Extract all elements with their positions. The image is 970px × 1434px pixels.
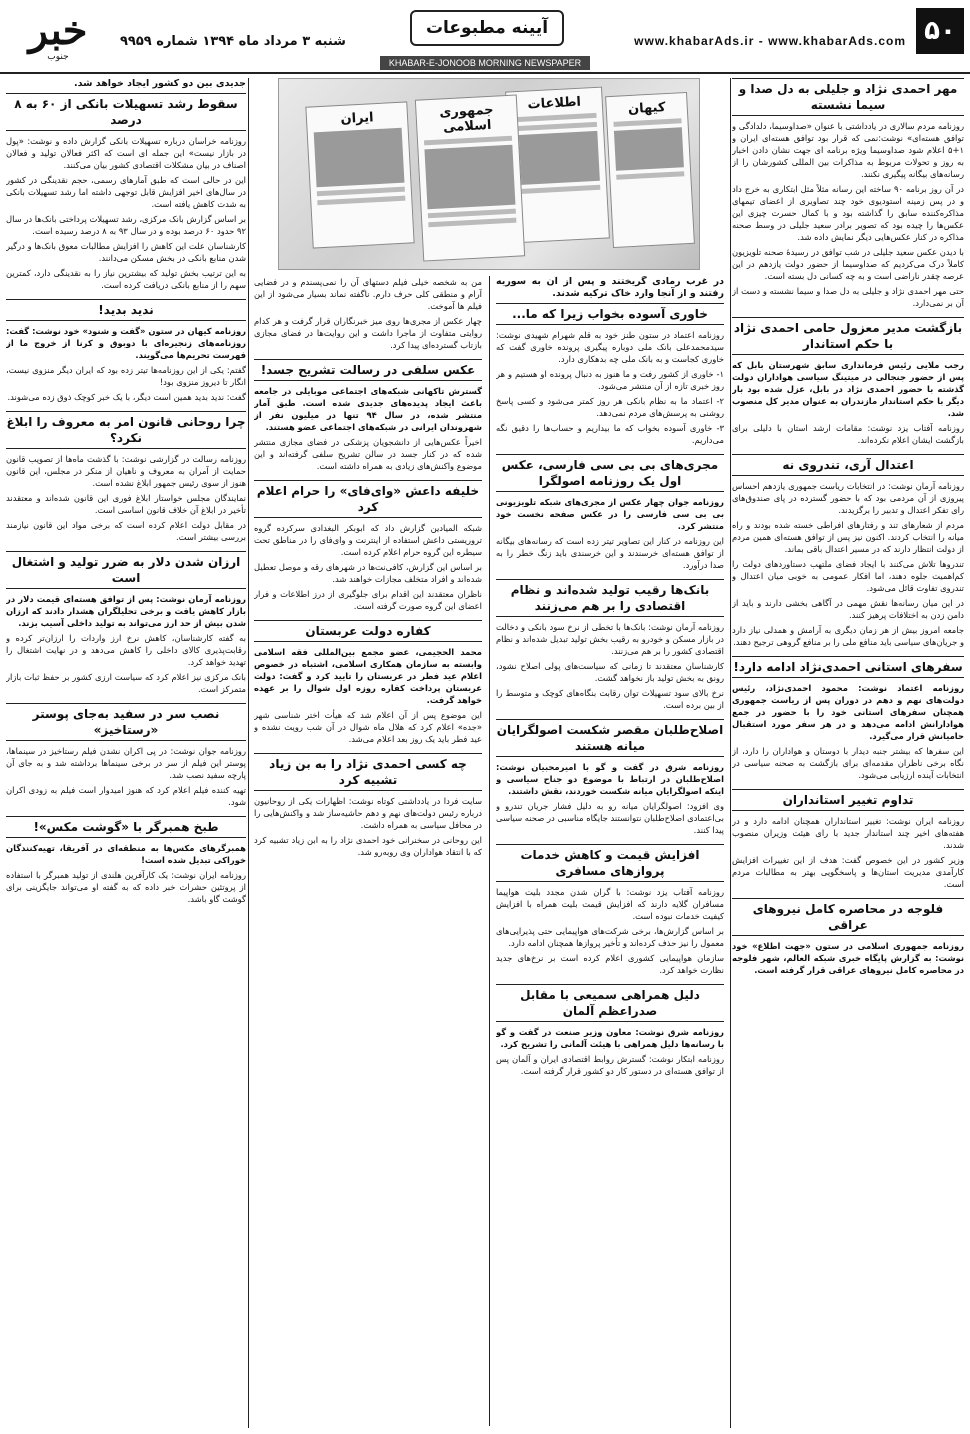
article-paragraph: در مقابل دولت اعلام کرده است که برخی مواد این قانون نیازمند بررسی بیشتر است.	[6, 520, 246, 542]
right-column	[732, 78, 964, 1428]
middle-columns	[254, 276, 724, 1426]
photo-frame	[278, 78, 700, 270]
paper-title: اطلاعات	[527, 94, 582, 113]
date-line: شنبه ۳ مرداد ماه ۱۳۹۴ شماره ۹۹۵۹	[120, 34, 346, 49]
article-paragraph: این موضوع پس از آن اعلام شد که هیأت اختر شناسی شهر «جده» اعلام کرد که هلال ماه شوال در آن شب رویت نشده و عید فطر باید یک روز بعد اعلام می‌شد.	[254, 710, 482, 744]
article	[496, 579, 724, 711]
article-headline: مهر احمدی نژاد و جلیلی به دل صدا و سیما نشسته	[732, 78, 964, 116]
article-headline: اعتدال آری، تندروی نه	[732, 454, 964, 476]
article-paragraph: با دیدن عکس سعید جلیلی در شب توافق در رسیدهٔ صحنه تلویزیون کاملاً درک می‌کردیم که صداوسیما از حضور دولت یازدهم در این عرصه چقدر ناراضی است و به چه کسانی دل بسته است.	[732, 247, 964, 281]
article	[496, 719, 724, 836]
article-headline: مجری‌های بی بی سی فارسی، عکس اول یک روزنامه اصولگرا	[496, 454, 724, 492]
article-paragraph: حتی مهر احمدی نژاد و جلیلی به دل صدا و سیما نشسته و دست از آن بر نمی‌دارد.	[732, 286, 964, 308]
article-paragraph: چهار عکس از مجری‌ها روی میز خبرنگاران قرار گرفت و هر کدام روایتی متفاوت از ماجرا داشت و این روایت‌ها در فضای مجازی بازتاب گسترده‌ای پیدا کرد.	[254, 316, 482, 350]
article-paragraph: نمایندگان مجلس خواستار ابلاغ فوری این قانون شده‌اند و معتقدند تأخیر در ابلاغ آن خلاف قانون اساسی است.	[6, 493, 246, 515]
article-paragraph: گفتم: یکی از این روزنامه‌ها تیتر زده بود که ایران دیگر منزوی نیست، انگار تا دیروز منزوی بود!	[6, 365, 246, 387]
article-paragraph: بر اساس گزارش بانک مرکزی، رشد تسهیلات پرداختی بانک‌ها در سال ۹۲ حدود ۶۰ درصد بوده و در سال ۹۳ به ۸ درصد رسیده است.	[6, 214, 246, 236]
article-paragraph: روزنامه آرمان نوشت: در انتخابات ریاست جمهوری یازدهم احساس پیروزی از آن مردمی بود که با حضور گسترده در پای صندوق‌های رای تفکر اعتدال و تدبیر را برگزیدند.	[732, 481, 964, 515]
paper-3	[605, 92, 695, 248]
article	[254, 480, 482, 612]
article-headline: اصلاح‌طلبان مقصر شکست اصولگرایان میانه هستند	[496, 719, 724, 757]
article-paragraph: به گفته کارشناسان، کاهش نرخ ارز واردات را ارزان‌تر کرده و رقابت‌پذیری کالای داخلی را کاهش می‌دهد و در نهایت اشتغال را تهدید خواهد کرد.	[6, 633, 246, 667]
left-column	[6, 78, 246, 1428]
article	[496, 984, 724, 1077]
article-paragraph: روزنامه اعتماد در ستون طنز خود به قلم شهرام شهیدی نوشت: سیدمحمدعلی بانک ملی دوباره پیگیری پرونده خاوری گفت که خاوری کجاست و به بانک ملی چه بدهکاری دارد.	[496, 330, 724, 364]
middle-left-column	[254, 276, 482, 1426]
article-headline: بازگشت مدیر معزول حامی احمدی نژاد با حکم استاندار	[732, 317, 964, 355]
article-paragraph: ناظران معتقدند این اقدام برای جلوگیری از درز اطلاعات و فرار اعضای این گروه صورت گرفته است.	[254, 589, 482, 611]
article-paragraph: ۳- خاوری آسوده بخواب که ما بیداریم و حساب‌ها را دقیق نگه می‌داریم.	[496, 423, 724, 445]
page-number: ۵۰	[916, 8, 964, 54]
article-paragraph: روزنامه مردم سالاری در یادداشتی با عنوان «صداوسیما، دلدادگی و توافق هسته‌ای» نوشت:نمی که قرار بود توافق هسته‌ای ایران و ۱+۵ اعلام شود صداوسیما ویژه برنامه ای جهت نشان دادن اخبار به روز و تحولات مربوط به مذاکرات بین المللی کشورشان را از رسانه‌های بیگانه پیگیری نکنند.	[732, 121, 964, 179]
article-paragraph: بر اساس این گزارش، کافی‌نت‌ها در شهرهای رقه و موصل تعطیل شده‌اند و افراد متخلف مجازات خواهند شد.	[254, 562, 482, 584]
article-paragraph: مردم از شعارهای تند و رفتارهای افراطی خسته شده بودند و راه میانه را انتخاب کردند. اکنون نیز پس از توافق هسته‌ای همین مردم از دولت انتظار دارند که در مسیر اعتدال باقی بماند.	[732, 520, 964, 554]
newspaper-logo-sub: جنوب	[47, 52, 69, 62]
article-lead: همبرگرهای مکس‌ها به منطقه‌ای در آفریقا، تهیه‌کنندگان خوراکی تبدیل شده است!	[6, 843, 246, 865]
article	[254, 753, 482, 858]
article-paragraph: روزنامه آفتاب یزد نوشت: با گران شدن مجدد بلیت هواپیما مسافران گلایه دارند که افزایش قیمت بلیت همراه با افزایش کیفیت خدمات نبوده است.	[496, 887, 724, 921]
article-paragraph: روزنامه ایران نوشت: تغییر استانداران همچنان ادامه دارد و در هفته‌های اخیر چند استاندار جدید با رای هیئت وزیران منصوب شدند.	[732, 816, 964, 850]
article	[254, 620, 482, 745]
article-paragraph: تهیه کننده فیلم اعلام کرد که هنوز امیدوار است فیلم به زودی اکران شود.	[6, 785, 246, 807]
article	[496, 454, 724, 571]
article-headline: تداوم تغییر استانداران	[732, 789, 964, 811]
article-paragraph: سازمان هواپیمایی کشوری اعلام کرده است بر نرخ‌های جدید نظارت خواهد کرد.	[496, 953, 724, 975]
article-headline: افزایش قیمت و کاهش خدمات پروازهای مسافری	[496, 844, 724, 882]
article-paragraph: این در حالی است که طبق آمارهای رسمی، حجم نقدینگی در کشور در سال‌های اخیر افزایش قابل توجهی داشته اما رشد تسهیلات بانکی به شدت کاهش یافته است.	[6, 175, 246, 209]
article-headline: طبخ همبرگر با «گوشت مکس»!	[6, 816, 246, 838]
article-paragraph: تندروها تلاش می‌کنند با ایجاد فضای ملتهب دستاوردهای دولت را کم‌اهمیت جلوه دهند، اما افکار عمومی به خوبی میان اعتدال و تندروی تفاوت قائل می‌شود.	[732, 559, 964, 593]
newspapers-photo	[254, 78, 724, 270]
article-lead: محمد الحجیمی، عضو مجمع بین‌المللی فقه اسلامی وابسته به سازمان همکاری اسلامی، اشتباه در خصوص اعلام عید فطر در عربستان را تایید کرد و گفت: دولت عربستان پرداخت کفاره روزه اول شوال را بر عهده خواهد گرفت.	[254, 647, 482, 705]
article-paragraph: جامعه امروز بیش از هر زمان دیگری به آرامش و همدلی نیاز دارد و جریان‌های سیاسی باید منافع ملی را بر منافع گروهی ترجیح دهند.	[732, 625, 964, 647]
article-headline: کفاره دولت عربستان	[254, 620, 482, 642]
article-paragraph: وی افزود: اصولگرایان میانه رو به دلیل فشار جریان تندرو و بی‌اعتمادی اصلاح‌طلبان نتوانستند جایگاه مناسبی در صحنه سیاسی پیدا کنند.	[496, 801, 724, 835]
article-paragraph: ۱- خاوری از کشور رفت و ما هنوز به دنبال پرونده او هستیم و هر روز خبری تازه از آن منتشر می‌شود.	[496, 369, 724, 391]
article-headline: چه کسی احمدی نژاد را به بن زیاد تشبیه کرد	[254, 753, 482, 791]
article-paragraph: این روحانی در سخنرانی خود احمدی نژاد را به ابن زیاد تشبیه کرد که با انتقاد هواداران وی روبه‌رو شد.	[254, 835, 482, 857]
newspaper-logo: خبر	[28, 7, 88, 54]
article-headline: خلیفه داعش «وای‌فای» را حرام اعلام کرد	[254, 480, 482, 518]
section-title: آیینه مطبوعات	[410, 10, 564, 46]
article-paragraph: بانک مرکزی نیز اعلام کرد که سیاست ارزی کشور بر حفظ ثبات بازار متمرکز است.	[6, 672, 246, 694]
article-paragraph: در آن روز برنامه ۹۰ ساخته این رسانه مثلاً مثل ابتکاری به خرج داد و در پس زمینه استودیوی خود چند تصاویری از اعضای تیمهای مذاکره‌کننده سابق را گذاشته بود و با کمال حسرت چیزی این عکس‌ها را چیده بود که تصویر برادر سعید جلیلی در وسط صحنه مذاکره در کنار عکس‌هایی دیگر نمایش داده شد.	[732, 184, 964, 242]
article-headline: بانک‌ها رقیب تولید شده‌اند و نظام اقتصادی را بر هم می‌زنند	[496, 579, 724, 617]
article-lead: روزنامه شرق در گفت و گو با امیرمحبیان نوشت: اصلاح‌طلبان در ارتباط با موضوع دو جناح سیاسی و اینکه اصولگرایان میانه شکست خوردند، نقش داشتند.	[496, 762, 724, 796]
article	[6, 299, 246, 403]
article-kicker: جدیدی بین دو کشور ایجاد خواهد شد.	[73, 78, 246, 89]
article-paragraph: ۲- اعتماد ما به نظام بانکی هر روز کمتر می‌شود و کسی پاسخ روشنی به پرسش‌های مردم نمی‌دهد.	[496, 396, 724, 418]
article	[6, 816, 246, 905]
article-paragraph: وزیر کشور در این خصوص گفت: هدف از این تغییرات افزایش کارآمدی مدیریت استان‌ها و پاسخگویی بهتر به مطالبات مردم است.	[732, 855, 964, 889]
article-headline: سقوط رشد تسهیلات بانکی از ۶۰ به ۸ درصد	[6, 93, 246, 131]
article-lead: روزنامه اعتماد نوشت: محمود احمدی‌نژاد، رئیس دولت‌های نهم و دهم در دوران پس از ریاست جمهوری همچنان سفرهای استانی خود را با حضور در جمع هوادارانش ادامه می‌دهد و در هر سفر مورد استقبال حامیانش قرار می‌گیرد.	[732, 683, 964, 741]
paper-title: ایران	[340, 110, 374, 127]
article-headline: خاوری آسوده بخواب زیرا که ما...	[496, 303, 724, 325]
article-paragraph: بر اساس گزارش‌ها، برخی شرکت‌های هواپیمایی حتی پذیرایی‌های معمول را نیز حذف کرده‌اند و تأخیر پروازها همچنان ادامه دارد.	[496, 926, 724, 948]
article	[6, 78, 246, 291]
article-lead: روزنامه آرمان نوشت: پس از توافق هسته‌ای قیمت دلار در بازار کاهش یافت و برخی تحلیلگران هشدار دادند که ارزان شدن بیش از حد ارز می‌تواند به تولید داخلی آسیب بزند.	[6, 594, 246, 628]
article-headline: ندید بدید!	[6, 299, 246, 321]
paper-title: جمهوری اسلامی	[439, 102, 494, 136]
article	[732, 789, 964, 890]
article-lead: روزنامه کیهان در ستون «گفت و شنود» خود نوشت: گفت: روزنامه‌های زنجیره‌ای با دوبوق و کرنا از خروج ما از فهرست تحریم‌ها می‌گویند.	[6, 326, 246, 360]
article-paragraph: کارشناسان معتقدند تا زمانی که سیاست‌های پولی اصلاح نشود، رونق به بخش تولید باز نخواهد گشت.	[496, 661, 724, 683]
article-paragraph: سایت فردا در یادداشتی کوتاه نوشت: اظهارات یکی از روحانیون درباره رئیس دولت‌های نهم و دهم حاشیه‌ساز شد و واکنش‌هایی را در محافل سیاسی به همراه داشت.	[254, 796, 482, 830]
article-paragraph: روزنامه ابتکار نوشت: گسترش روابط اقتصادی ایران و آلمان پس از توافق هسته‌ای در دستور کار دو کشور قرار گرفته است.	[496, 1054, 724, 1076]
column-divider	[248, 78, 249, 1428]
article-headline: ارزان شدن دلار به ضرر تولید و اشتغال است	[6, 551, 246, 589]
article-headline: چرا روحانی قانون امر به معروف را ابلاغ نکرد؟	[6, 411, 246, 449]
article-headline: دلیل همراهی سمیعی با مقابل صدراعظم آلمان	[496, 984, 724, 1022]
article	[6, 551, 246, 695]
article-headline: عکس سلفی در رسالت تشریح جسد!	[254, 359, 482, 381]
masthead	[0, 0, 970, 74]
column-divider	[489, 276, 490, 1426]
article-paragraph: در این میان رسانه‌ها نقش مهمی در آگاهی بخشی دارند و باید از دامن زدن به اختلافات پرهیز کنند.	[732, 598, 964, 620]
article-headline: نصب سر در سفید به‌جای پوستر «رستاخیز»	[6, 703, 246, 741]
newspaper-strip: KHABAR-E-JONOOB MORNING NEWSPAPER	[380, 56, 590, 70]
article-paragraph: روزنامه خراسان درباره تسهیلات بانکی گزارش داده و نوشت: «پول در بازار نیست» این جمله ای است که اکثر فعالان تولید و فعالان اصناف در بیان مشکلات اقتصادی کشور بیان می‌کنند.	[6, 136, 246, 170]
article-paragraph: کارشناسان علت این کاهش را افزایش مطالبات معوق بانک‌ها و درگیر شدن منابع بانکی در بخش مسکن می‌دانند.	[6, 241, 246, 263]
article-paragraph: اخیراً عکس‌هایی از دانشجویان پزشکی در فضای مجازی منتشر شده که در کنار جسد در سالن تشریح سلفی گرفته‌اند و این موضوع واکنش‌های زیادی به همراه داشته است.	[254, 437, 482, 471]
middle-right-column	[496, 276, 724, 1426]
article-paragraph: نرخ بالای سود تسهیلات توان رقابت بنگاه‌های کوچک و متوسط را از بین برده است.	[496, 688, 724, 710]
article-paragraph: روزنامه آرمان نوشت: بانک‌ها با تخطی از نرخ سود بانکی و دخالت در بازار مسکن و خودرو به رقیب بخش تولید تبدیل شده‌اند و نظام اقتصادی کشور را بر هم می‌زنند.	[496, 622, 724, 656]
paper-4	[305, 101, 414, 248]
article-paragraph: روزنامه جوان نوشت: در پی اکران نشدن فیلم رستاخیز در سینماها، پوستر این فیلم از سر در برخی سینماها برداشته شد و به جای آن پارچه سفید نصب شد.	[6, 746, 246, 780]
article-headline: فلوجه در محاصره کامل نیروهای عراقی	[732, 898, 964, 936]
article	[254, 276, 482, 351]
article-headline: سفرهای استانی احمدی‌نژاد ادامه دارد!	[732, 656, 964, 678]
article-lead: روزنامه جمهوری اسلامی در ستون «جهت اطلاع» خود نوشت: به گزارش پایگاه خبری شبکه العالم، شهر فلوجه در محاصره کامل نیروهای عراقی قرار گرفته است.	[732, 941, 964, 975]
article	[496, 844, 724, 976]
article-kicker: در غرب رمادی گریختند و پس از آن به سوریه رفتند و از آنجا وارد خاک ترکیه شدند.	[496, 276, 724, 299]
website-url[interactable]: www.khabarAds.ir - www.khabarAds.com	[634, 34, 906, 48]
article-paragraph: روزنامه رسالت در گزارشی نوشت: با گذشت ماه‌ها از تصویب قانون حمایت از آمران به معروف و ناهیان از منکر در مجلس، این قانون هنوز از سوی رئیس جمهور ابلاغ نشده است.	[6, 454, 246, 488]
article	[732, 656, 964, 781]
article	[732, 78, 964, 309]
article-lead: گسترش تاکهانی شبکه‌های اجتماعی موبایلی در جامعه باعث ایجاد پدیده‌های جدیدی شده است. طبق آمار منتشر شده، در سال ۹۴ تنها در میلیون نفر از شهروندان ایرانی در شبکه‌های اجتماعی عضو هستند.	[254, 386, 482, 432]
paper-title: کیهان	[627, 100, 666, 118]
article-paragraph: به این ترتیب بخش تولید که بیشترین نیاز را به نقدینگی دارد، کمترین سهم را از منابع بانکی دریافت کرده است.	[6, 268, 246, 290]
article-paragraph: گفت: ندید بدید همین است دیگر، با یک خبر کوچک ذوق زده می‌شوند.	[7, 392, 246, 402]
article-paragraph: روزنامه آفتاب یزد نوشت: مقامات ارشد استان با دلیلی برای بازگشت ایشان اعلام نکرده‌اند.	[732, 423, 964, 445]
article	[732, 317, 964, 446]
article-paragraph: شبکه المیادین گزارش داد که ابوبکر البغدادی سرکرده گروه تروریستی داعش استفاده از اینترنت و وای‌فای را در مناطق تحت سیطره این گروه حرام اعلام کرده است.	[254, 523, 482, 557]
article	[254, 359, 482, 472]
article-paragraph: من به شخصه خیلی فیلم دستهای آن را نمی‌پسندم و در فضایی آرام و منطقی کلی حرف دارم. ناگفته نماند بسیار می‌شود از این فیلم ها آموخت.	[254, 277, 482, 311]
article-paragraph: این روزنامه در کنار این تصاویر تیتر زده است که رسانه‌های بیگانه از توافق هسته‌ای خرسندند و این خرسندی باید زنگ خطر را به صدا درآورد.	[496, 536, 724, 570]
article-paragraph: این سفرها که بیشتر جنبه دیدار با دوستان و هواداران را دارد، از نگاه برخی ناظران مقدمه‌ای برای بازگشت به صحنه سیاسی در انتخابات آینده ارزیابی می‌شود.	[732, 746, 964, 780]
article-lead: روزنامه جوان چهار عکس از مجری‌های شبکه تلویزیونی بی بی سی فارسی را در عکس صفحه نخست خود منتشر کرد.	[496, 497, 724, 531]
article-paragraph: روزنامه ایران نوشت: یک کارآفرین هلندی از تولید همبرگر با استفاده از پروتئین حشرات خبر داده که به گفته او می‌تواند جایگزینی برای گوشت گاو باشد.	[6, 870, 246, 904]
article-lead: روزنامه شرق نوشت: معاون وزیر صنعت در گفت و گو با رسانه‌ها دلیل همراهی با هیئت آلمانی را تشریح کرد.	[496, 1027, 724, 1049]
article-lead: رجب ملایی رئیس فرمانداری سابق شهرستان بابل که پس از حضور جنجالی در میتینگ سیاسی هواداران دولت گذشته با حضور احمدی نژاد در بابل، عزل شده بود بار دیگر با حکم استاندار مازندران به عنوان مدیر کل منصوب شد.	[732, 360, 964, 418]
paper-2	[415, 94, 525, 261]
article	[496, 276, 724, 446]
article	[6, 411, 246, 543]
article	[732, 454, 964, 648]
column-divider	[730, 78, 731, 1428]
article	[732, 898, 964, 976]
article	[6, 703, 246, 808]
